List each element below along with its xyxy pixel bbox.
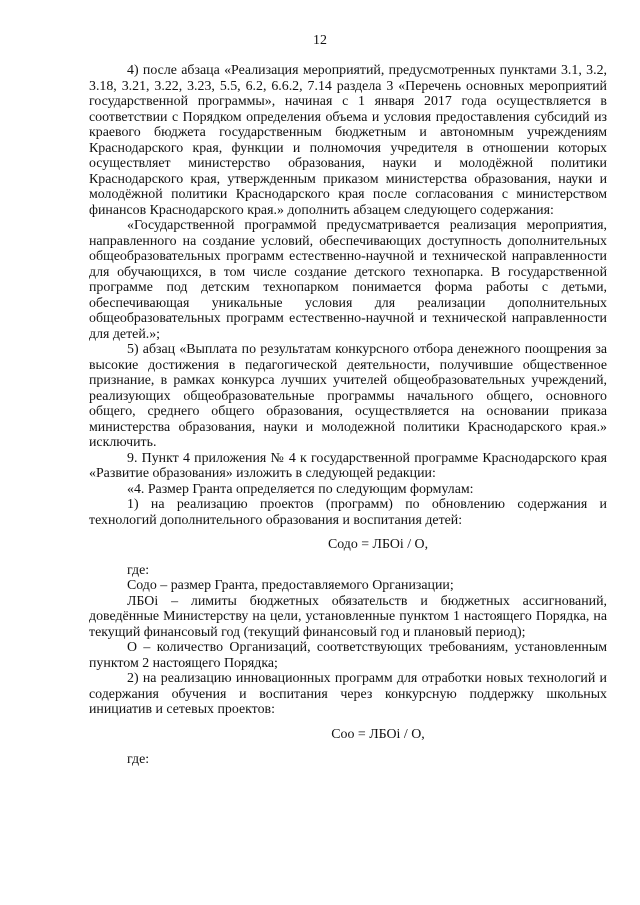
definition-sodo: Содо – размер Гранта, предоставляемого Организации; <box>127 578 454 593</box>
paragraph-quote-technopark: «Государственной программой предусматривается реализация мероприятия, направленного на создание условий, обеспечивающих доступность дополнительных общеобразовательных программ естественно-научной и технической направленности для обучающихся, в том числе создание детского технопарка. В государственной программе под детским технопарком понимается форма работы с детьми, обеспечивающая уникальные условия для реализации дополнительных общеобразовательных программ естественно-научной и технической направленности для детей.»; <box>89 218 607 342</box>
paragraph-formula-1-intro: 1) на реализацию проектов (программ) по обновлению содержания и технологий дополнительного образования и воспитания детей: <box>89 497 607 528</box>
where-label-2: где: <box>127 752 150 767</box>
definition-lboi: ЛБОi – лимиты бюджетных обязательств и бюджетных ассигнований, доведённые Министерству на цели, установленные пунктом 1 настоящего Порядка, на текущий финансовый год (текущий финансовый год и плановый период); <box>89 593 607 640</box>
paragraph-item-9: 9. Пункт 4 приложения № 4 к государственной программе Краснодарского края «Развитие образования» изложить в следующей редакции: <box>89 450 607 481</box>
formula-1: Содо = ЛБОi / О, <box>327 537 429 552</box>
paragraph-grant-size: «4. Размер Гранта определяется по следующим формулам: <box>127 481 474 497</box>
definition-o: О – количество Организаций, соответствующих требованиям, установленным пунктом 2 настоящего Порядка; <box>89 640 607 671</box>
document-body <box>89 63 607 768</box>
paragraph-item-5: 5) абзац «Выплата по результатам конкурсного отбора денежного поощрения за высокие достижения в педагогической деятельности, получившие общественное признание, в рамках конкурса лучших учителей общеобразовательных учреждений, реализующих общеобразовательные программы начального общего, основного общего, среднего общего образования, осуществляется на основании приказа министерства образования, науки и молодежной политики Краснодарского края.» исключить. <box>89 342 607 450</box>
where-label-1: где: <box>127 562 150 578</box>
page-number: 12 <box>313 33 327 48</box>
formula-2: Соо = ЛБОi / О, <box>331 726 425 742</box>
paragraph-formula-2-intro: 2) на реализацию инновационных программ для отработки новых технологий и содержания обучения и воспитания через конкурсную поддержку школьных инициатив и сетевых проектов: <box>89 671 607 717</box>
paragraph-item-4: 4) после абзаца «Реализация мероприятий, предусмотренных пунктами 3.1, 3.2, 3.18, 3.21, 3.22, 3.23, 5.5, 6.2, 6.6.2, 7.14 раздела 3 «Перечень основных мероприятий государственной программы», начиная с 1 января 2017 года осуществляется в соответствии с Порядком определения объема и условия предоставления субсидий из краевого бюджета государственным бюджетным и автономным учреждениям Краснодарского края, функции и полномочия учредителя в отношении которых осуществляет министерство образования, науки и молодёжной политики Краснодарского края, утвержденным приказом министерства образования, науки и молодёжной политики Краснодарского края после согласования с министерством финансов Краснодарского края.» дополнить абзацем следующего содержания: <box>89 63 607 218</box>
